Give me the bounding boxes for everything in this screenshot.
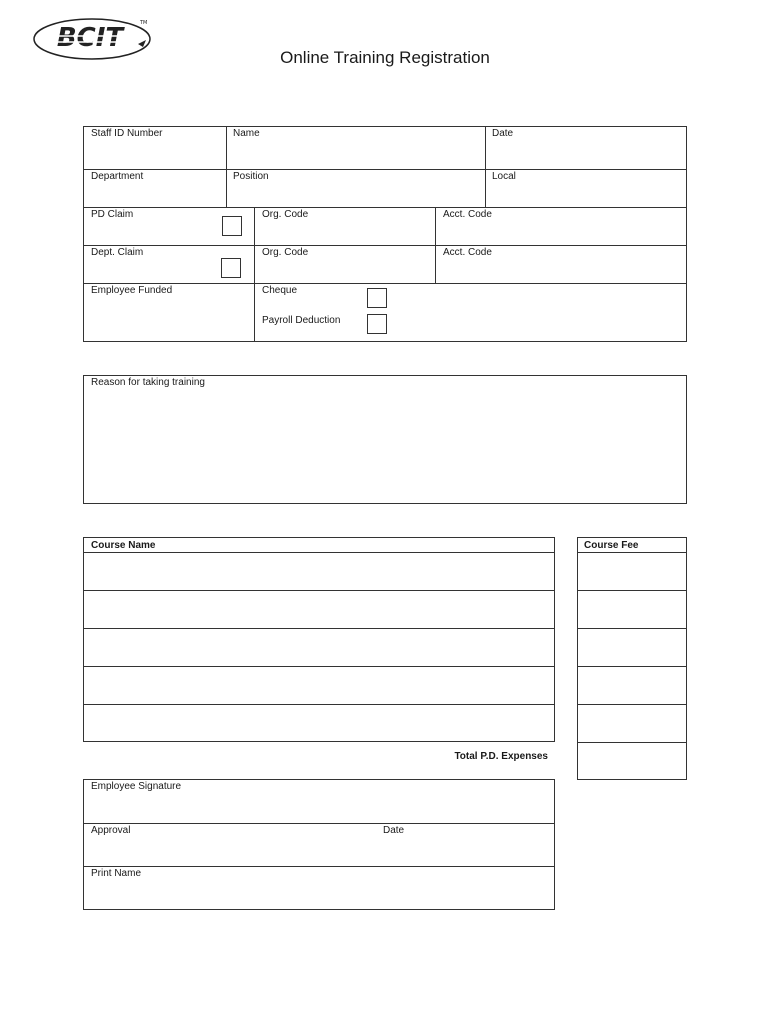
logo-tm: TM	[140, 20, 148, 26]
payroll-deduction-label: Payroll Deduction	[262, 315, 341, 326]
pd-claim-checkbox[interactable]	[222, 216, 242, 236]
logo-text: BCIT	[56, 23, 124, 53]
row-divider	[83, 169, 687, 170]
employee-funded-label: Employee Funded	[91, 285, 173, 296]
row-divider	[577, 666, 687, 667]
department-label: Department	[91, 171, 144, 182]
course-fee-field-5[interactable]	[579, 706, 685, 741]
row-divider	[577, 704, 687, 705]
date-field[interactable]	[486, 142, 686, 168]
department-field[interactable]	[84, 184, 225, 206]
position-label: Position	[233, 171, 269, 182]
employee-signature-label: Employee Signature	[91, 781, 182, 792]
course-fee-field-1[interactable]	[579, 554, 685, 589]
row-divider	[577, 628, 687, 629]
course-name-field-1[interactable]	[85, 554, 553, 589]
approval-date-label: Date	[383, 825, 405, 836]
course-fee-field-4[interactable]	[579, 668, 685, 703]
payroll-deduction-checkbox[interactable]	[367, 314, 387, 334]
cheque-checkbox[interactable]	[367, 288, 387, 308]
row-divider	[83, 552, 555, 553]
course-fee-field-3[interactable]	[579, 630, 685, 665]
approval-field[interactable]	[85, 839, 375, 865]
course-name-field-4[interactable]	[85, 668, 553, 703]
name-field[interactable]	[227, 142, 484, 168]
local-field[interactable]	[486, 184, 686, 206]
course-fee-field-2[interactable]	[579, 592, 685, 627]
reason-textarea[interactable]	[85, 392, 685, 502]
course-name-field-2[interactable]	[85, 592, 553, 627]
pd-acct-code-field[interactable]	[436, 222, 686, 244]
course-fee-header: Course Fee	[584, 540, 639, 551]
row-divider	[83, 207, 687, 208]
name-label: Name	[233, 128, 260, 139]
row-divider	[83, 823, 555, 824]
row-divider	[83, 590, 555, 591]
dept-claim-label: Dept. Claim	[91, 247, 144, 258]
print-name-label: Print Name	[91, 868, 142, 879]
course-name-field-5[interactable]	[85, 706, 553, 741]
dept-org-code-label: Org. Code	[262, 247, 309, 258]
dept-org-code-field[interactable]	[255, 260, 434, 282]
pd-org-code-field[interactable]	[255, 222, 434, 244]
local-label: Local	[492, 171, 516, 182]
row-divider	[83, 283, 687, 284]
pd-org-code-label: Org. Code	[262, 209, 309, 220]
position-field[interactable]	[227, 184, 484, 206]
approval-label: Approval	[91, 825, 131, 836]
employee-signature-field[interactable]	[85, 795, 553, 822]
dept-claim-checkbox[interactable]	[221, 258, 241, 278]
date-label: Date	[492, 128, 514, 139]
total-expenses-label: Total P.D. Expenses	[454, 751, 548, 762]
row-divider	[83, 628, 555, 629]
row-divider	[577, 742, 687, 743]
row-divider	[577, 552, 687, 553]
pd-claim-label: PD Claim	[91, 209, 134, 220]
course-name-field-3[interactable]	[85, 630, 553, 665]
approval-date-field[interactable]	[380, 839, 553, 865]
total-expenses-field[interactable]	[579, 744, 685, 779]
dept-acct-code-label: Acct. Code	[443, 247, 492, 258]
row-divider	[577, 590, 687, 591]
print-name-field[interactable]	[85, 882, 553, 908]
staff-id-field[interactable]	[84, 142, 225, 168]
cheque-label: Cheque	[262, 285, 298, 296]
dept-acct-code-field[interactable]	[436, 260, 686, 282]
reason-label: Reason for taking training	[91, 377, 205, 388]
course-name-header: Course Name	[91, 540, 156, 551]
row-divider	[83, 866, 555, 867]
pd-acct-code-label: Acct. Code	[443, 209, 492, 220]
row-divider	[83, 704, 555, 705]
staff-id-label: Staff ID Number	[91, 128, 163, 139]
row-divider	[83, 666, 555, 667]
row-divider	[83, 245, 687, 246]
page-title: Online Training Registration	[280, 48, 490, 67]
